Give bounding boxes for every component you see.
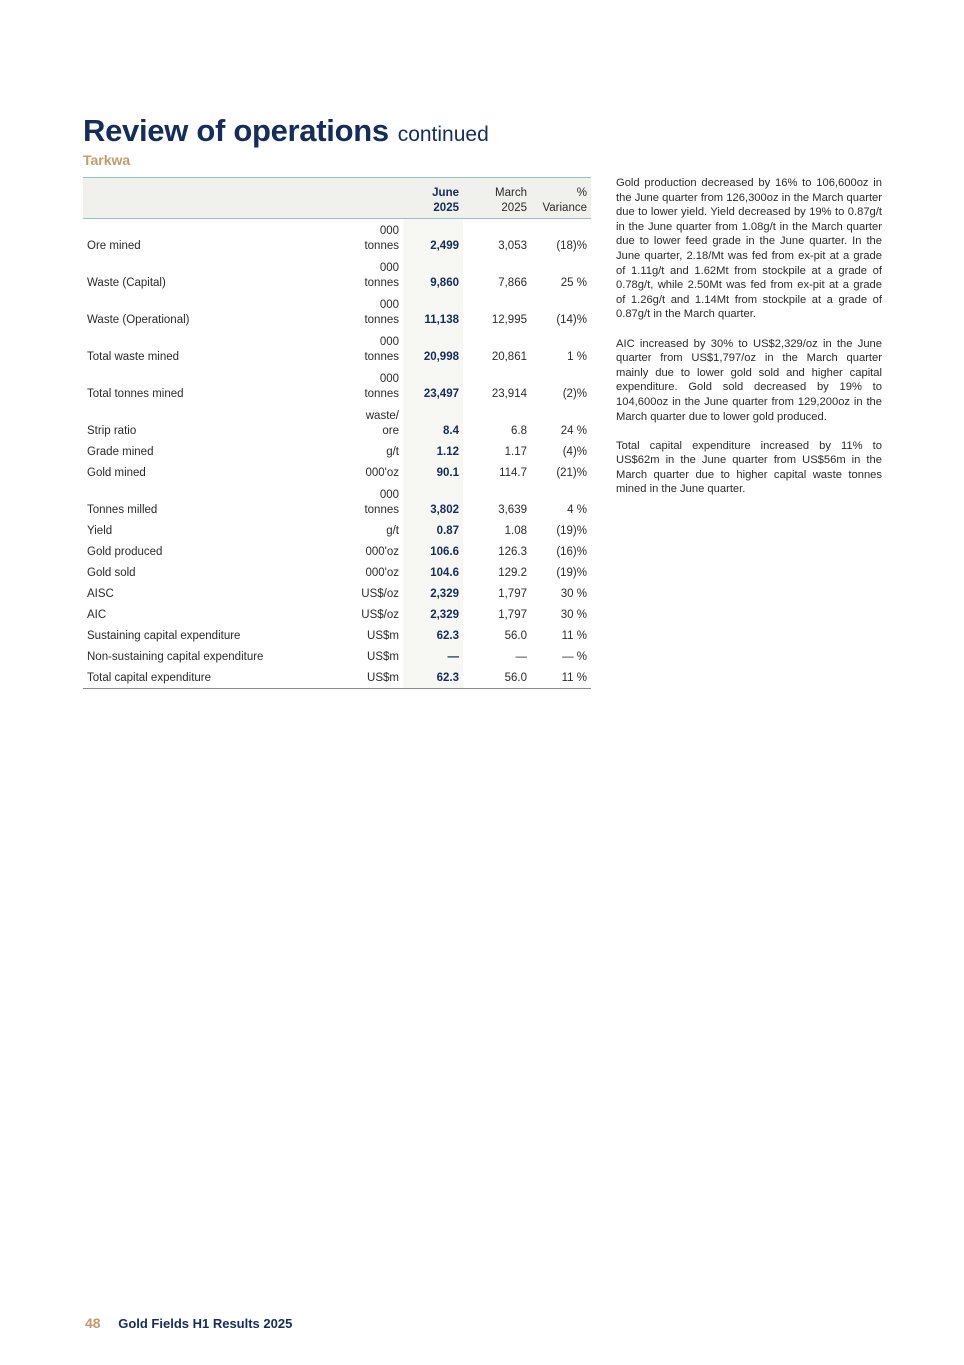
row-label: Total waste mined: [87, 351, 180, 363]
row-label: Waste (Operational): [87, 314, 190, 326]
row-unit: waste/ ore: [365, 410, 399, 437]
row-march-value: 1,797: [498, 588, 527, 600]
table-row: [83, 219, 591, 257]
row-label: Strip ratio: [87, 425, 137, 437]
header-unit-cell: [319, 178, 403, 219]
row-variance: 30 %: [560, 588, 587, 600]
row-unit: 000'oz: [365, 546, 399, 558]
row-march-value: 7,866: [498, 277, 527, 289]
row-unit: 000 tonnes: [364, 489, 399, 516]
row-march-value: 12,995: [491, 314, 527, 326]
row-variance: 25 %: [560, 277, 587, 289]
table-row: [83, 562, 591, 583]
row-variance: (19)%: [556, 567, 587, 579]
row-label: Gold sold: [87, 567, 136, 579]
table-row: [83, 256, 591, 293]
header-march: March 2025: [463, 178, 531, 219]
row-june-value: 90.1: [403, 462, 463, 483]
row-label: AIC: [87, 609, 107, 621]
row-june-value: 23,497: [403, 367, 463, 404]
row-label: AISC: [87, 588, 114, 600]
row-variance: 11 %: [531, 667, 591, 689]
table-row: [83, 441, 591, 462]
row-variance: (19)%: [556, 525, 587, 537]
row-june-value: 62.3: [403, 625, 463, 646]
row-june-value: 0.87: [403, 520, 463, 541]
row-variance: 24 %: [560, 425, 587, 437]
section-subtitle: Tarkwa: [83, 152, 131, 168]
row-unit: US$m: [319, 667, 403, 689]
row-june-value: 8.4: [403, 404, 463, 441]
row-june-value: 1.12: [403, 441, 463, 462]
table-row: [83, 667, 591, 689]
row-unit: 000 tonnes: [364, 225, 399, 252]
row-june-value: 2,499: [403, 219, 463, 257]
row-march-value: —: [515, 651, 527, 663]
row-label: Total tonnes mined: [87, 388, 184, 400]
row-june-value: —: [403, 646, 463, 667]
row-march-value: 20,861: [491, 351, 527, 363]
row-june-value: 2,329: [403, 604, 463, 625]
row-march-value: 23,914: [491, 388, 527, 400]
table-row: [83, 604, 591, 625]
title-main: Review of operations: [83, 113, 389, 148]
table-header-row: [83, 178, 591, 219]
row-june-value: 20,998: [403, 330, 463, 367]
row-variance: (14)%: [556, 314, 587, 326]
row-unit: US$m: [367, 651, 399, 663]
row-label: Yield: [87, 525, 113, 537]
page-footer: [85, 1315, 292, 1331]
commentary: [616, 176, 882, 512]
row-march-value: 1,797: [498, 609, 527, 621]
row-variance: 11 %: [561, 630, 587, 642]
header-variance: % Variance: [531, 178, 591, 219]
row-unit: 000 tonnes: [364, 336, 399, 363]
table-row: [83, 646, 591, 667]
publication-name: Gold Fields H1 Results 2025: [118, 1316, 293, 1331]
row-march-value: 56.0: [504, 630, 527, 642]
row-variance: 1 %: [567, 351, 587, 363]
row-march-value: 3,053: [498, 240, 527, 252]
row-label: Ore mined: [87, 240, 141, 252]
row-label: Sustaining capital expenditure: [87, 630, 241, 642]
table-row: [83, 583, 591, 604]
row-march-value: 6.8: [511, 425, 527, 437]
row-variance: (16)%: [556, 546, 587, 558]
row-label: Gold produced: [87, 546, 163, 558]
row-variance: (21)%: [556, 467, 587, 479]
row-variance: 30 %: [560, 609, 587, 621]
page-number: 48: [85, 1315, 101, 1331]
row-march-value: 1.08: [504, 525, 527, 537]
row-variance: 4 %: [567, 504, 587, 516]
row-june-value: 62.3: [403, 667, 463, 689]
row-unit: 000 tonnes: [364, 373, 399, 400]
row-unit: US$/oz: [361, 588, 399, 600]
row-june-value: 2,329: [403, 583, 463, 604]
table-row: [83, 625, 591, 646]
header-june: June 2025: [403, 178, 463, 219]
row-variance: (2)%: [562, 388, 587, 400]
row-march-value: 114.7: [499, 467, 527, 479]
row-unit: g/t: [386, 525, 399, 537]
table-row: [83, 541, 591, 562]
row-label: Non-sustaining capital expenditure: [87, 651, 264, 663]
row-june-value: 11,138: [403, 293, 463, 330]
table-row: [83, 367, 591, 404]
row-june-value: 3,802: [403, 483, 463, 520]
row-variance: — %: [562, 651, 587, 663]
commentary-paragraph: Gold production decreased by 16% to 106,600oz in the June quarter from 126,300oz in the March quarter due to lower yield. Yield decreased by 19% to 0.87g/t in the June quarter from 1.08g/t in the March quarter due to lower feed grade in the June quarter. In the June quarter, 2.18/Mt was fed from ex-pit at a grade of 1.11g/t and 1.62Mt from stockpile at a grade of 0.78g/t, while 2.50Mt was fed from ex-pit at a grade of 1.26g/t and 1.14Mt from stockpile at a grade of 0.87g/t in the March quarter.: [616, 177, 882, 321]
page-title: [83, 112, 489, 149]
table-row: [83, 404, 591, 441]
row-unit: 000 tonnes: [364, 299, 399, 326]
table-row: [83, 293, 591, 330]
row-label: Tonnes milled: [87, 504, 158, 516]
row-unit: US$m: [367, 630, 399, 642]
row-label: Gold mined: [87, 467, 146, 479]
row-march-value: 129.2: [498, 567, 527, 579]
row-unit: 000'oz: [365, 467, 399, 479]
header-label-cell: [83, 178, 319, 219]
row-variance: (18)%: [556, 240, 587, 252]
table-row: [83, 330, 591, 367]
table-row: [83, 520, 591, 541]
row-unit: 000'oz: [365, 567, 399, 579]
row-unit: 000 tonnes: [364, 262, 399, 289]
row-label: Total capital expenditure: [83, 667, 319, 689]
row-label: Grade mined: [87, 446, 154, 458]
row-june-value: 106.6: [403, 541, 463, 562]
row-unit: US$/oz: [361, 609, 399, 621]
commentary-paragraph: Total capital expenditure increased by 11% to US$62m in the June quarter from US$56m in the March quarter due to higher capital waste tonnes mined in the June quarter.: [616, 439, 882, 496]
row-march-value: 56.0: [463, 667, 531, 689]
row-june-value: 104.6: [403, 562, 463, 583]
row-variance: (4)%: [562, 446, 587, 458]
row-march-value: 126.3: [498, 546, 527, 558]
row-march-value: 3,639: [498, 504, 527, 516]
table-row: [83, 462, 591, 483]
operations-table: [83, 177, 591, 689]
row-unit: g/t: [386, 446, 399, 458]
table-row: [83, 483, 591, 520]
row-march-value: 1.17: [504, 446, 527, 458]
row-label: Waste (Capital): [87, 277, 166, 289]
title-suffix: continued: [397, 123, 489, 146]
commentary-paragraph: AIC increased by 30% to US$2,329/oz in the June quarter from US$1,797/oz in the March quarter mainly due to lower gold sold and higher capital expenditure. Gold sold decreased by 19% to 104,600oz in the June quarter from 129,200oz in the March quarter due to lower gold produced.: [616, 337, 882, 423]
row-june-value: 9,860: [403, 256, 463, 293]
